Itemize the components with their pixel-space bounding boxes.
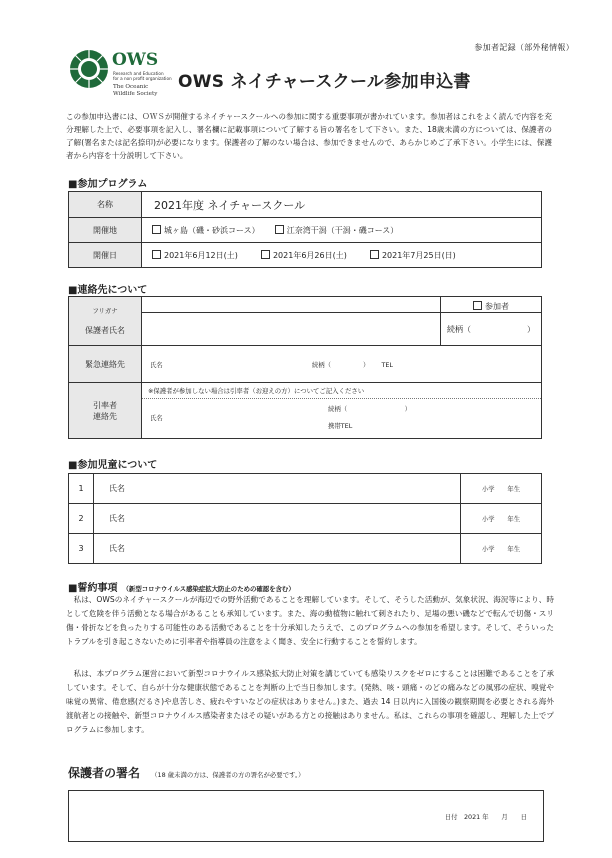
escort-relation-label: 続柄（ ） <box>328 405 412 413</box>
child-name-field[interactable] <box>140 504 461 534</box>
program-name-label: 名称 <box>69 192 142 218</box>
confidential-note: 参加者記録（部外秘情報） <box>474 43 574 52</box>
date-2-checkbox[interactable] <box>261 250 270 259</box>
child-grade[interactable]: 小学 年生 <box>461 534 542 564</box>
signature-heading: 保護者の署名 <box>68 766 141 780</box>
date-1-checkbox[interactable] <box>152 250 161 259</box>
page-title: OWS ネイチャースクール参加申込書 <box>178 72 471 92</box>
emergency-name-label: 氏名 <box>150 360 163 369</box>
participant-label: 参加者 <box>485 302 509 311</box>
emergency-label: 緊急連絡先 <box>69 346 142 383</box>
emergency-relation-label: 続柄（ ） <box>311 360 370 369</box>
child-row <box>69 534 542 564</box>
signature-note: （18 歳未満の方は、保護者の方の署名が必要です。） <box>151 771 305 779</box>
logo-subtitle: Research and Education for a non profit organization <box>113 71 172 81</box>
contact-table <box>68 296 542 439</box>
pledge-heading: ■誓約事項 <box>68 583 118 594</box>
emergency-field[interactable] <box>142 346 542 383</box>
date-3-label: 2021年7月25日(日) <box>381 250 456 260</box>
child-row <box>69 504 542 534</box>
venue-1-checkbox[interactable] <box>152 225 161 234</box>
child-number: 1 <box>69 474 94 504</box>
child-number: 2 <box>69 504 94 534</box>
program-name-value: 2021年度 ネイチャースクール <box>142 192 542 218</box>
signature-date: 日付 2021 年 月 日 <box>444 813 527 821</box>
escort-mobile-label: 携帯TEL <box>328 422 353 430</box>
program-heading: ■参加プログラム <box>68 179 148 190</box>
participant-checkbox[interactable] <box>473 301 482 310</box>
child-row <box>69 474 542 504</box>
emergency-tel-label: TEL <box>381 360 393 369</box>
children-table <box>68 473 542 564</box>
date-2-label: 2021年6月26日(土) <box>272 250 347 260</box>
child-grade[interactable]: 小学 年生 <box>461 504 542 534</box>
venue-2-label: 江奈湾干潟（干潟・磯コース） <box>286 225 399 235</box>
escort-label-2: 連絡先 <box>93 411 117 421</box>
guardian-label-text: 保護者氏名 <box>85 326 125 335</box>
escort-name-label: 氏名 <box>150 414 163 422</box>
signature-heading-row <box>68 762 305 781</box>
furigana-label: フリガナ <box>92 307 118 315</box>
guardian-name-label <box>69 297 142 346</box>
pledge-paragraph-2: 私は、本プログラム運営において新型コロナウイルス感染拡大防止対策を講じていても感染リスクをゼロにすることは困難であることを了承しています。そして、自らが十分な健康状態であることを判断の上で当日参加します。(発熱、咳・頭痛・のどの痛みなどの風邪の症状、嗅覚や味覚の異常、倦怠感(だるさ)や息苦しさ、疲れやすいなどの症状はありません。)また、過去 14 日以内に入国後の観察期間を必要とされる海外渡航者との接触や、新型コロナウイルス感染者またはその疑いがある方との接触はありません。私は、これらの事項を確認し、理解した上でプログラムに参加します。 <box>66 669 554 734</box>
venue-1-label: 城ヶ島（磯・砂浜コース） <box>164 225 260 235</box>
program-table <box>68 191 542 268</box>
child-name-label: 氏名 <box>94 534 141 564</box>
child-grade[interactable]: 小学 年生 <box>461 474 542 504</box>
venue-2-checkbox[interactable] <box>275 225 284 234</box>
date-1-label: 2021年6月12日(土) <box>164 250 238 260</box>
escort-label <box>69 383 142 439</box>
signature-box[interactable] <box>68 790 544 842</box>
child-name-label: 氏名 <box>94 474 141 504</box>
child-number: 3 <box>69 534 94 564</box>
venue-label: 開催地 <box>69 218 142 243</box>
date-label: 開催日 <box>69 243 142 268</box>
child-name-field[interactable] <box>140 474 461 504</box>
child-name-field[interactable] <box>140 534 461 564</box>
escort-label-1: 引率者 <box>93 400 117 410</box>
pledge-heading-note: （新型コロナウイルス感染症拡大防止のための確認を含む） <box>122 585 295 593</box>
ows-emblem-icon <box>68 48 110 90</box>
guardian-name-field[interactable] <box>142 313 441 346</box>
children-heading: ■参加児童について <box>68 460 158 471</box>
guardian-relation-field[interactable]: 続柄（ ） <box>441 313 542 346</box>
escort-field[interactable] <box>142 383 542 439</box>
logo-org-name: The Oceanic Wildlife Society <box>113 84 158 97</box>
pledge-paragraph-1: 私は、OWSのネイチャースクールが海辺での野外活動であることを理解しています。そして、そうした活動が、気象状況、海況等により、時として危険を伴う活動となる場合があることも承知しています。また、海の動植物に触れて刺されたり、足場の悪い磯などで転んで切傷・スリ傷・骨折などを負ったりする可能性のある活動であることを十分承知したうえで、このプログラムへの参加を希望します。そして、そういったトラブルを引き起こさないために引率者や指導員の注意をよく聞き、安全に行動することを誓約します。 <box>66 595 554 646</box>
child-name-label: 氏名 <box>94 504 141 534</box>
ows-logo <box>68 48 172 108</box>
contact-heading: ■連絡先について <box>68 285 148 296</box>
intro-paragraph: この参加申込書には、ＯＷＳが開催するネイチャースクールへの参加に関する重要事項が書かれています。参加者はこれをよく読んで内容を充分理解した上で、必要事項を記入し、署名欄に記載事項について了解する旨の署名をして下さい。また、18歳未満の方については、保護者の了解(署名または記名捺印)が必要になります。保護者の了解のない場合は、参加できませんので、あらかじめご了承下さい。小学生には、保護者から内容を十分説明して下さい。 <box>66 112 552 160</box>
furigana-field[interactable] <box>142 297 441 313</box>
date-3-checkbox[interactable] <box>370 250 379 259</box>
escort-note: ※保護者が参加しない場合は引率者（お迎えの方）についてご記入ください <box>142 383 541 399</box>
logo-wordmark: OWS <box>112 50 159 70</box>
